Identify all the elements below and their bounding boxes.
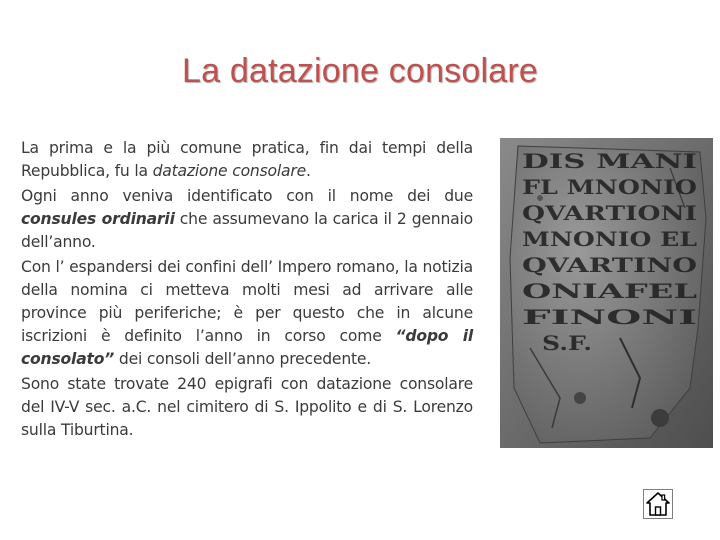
home-icon (643, 489, 673, 519)
body-text (21, 137, 473, 444)
inscription-line: MNONIO EL (522, 227, 697, 251)
inscription-line: FL MNONIO (522, 175, 697, 199)
paragraph-4: Sono state trovate 240 epigrafi con datazione consolare del IV-V sec. a.C. nel cimitero di S. Ippolito e di S. Lorenzo sulla Tiburtina. (21, 375, 473, 439)
paragraph-2: Ogni anno veniva identificato con il nome dei due consules ordinarii che assumevano la carica il 2 gennaio dell’anno. (21, 187, 473, 251)
inscription-line: DIS MANI (522, 149, 697, 173)
slide-title: La datazione consolare (182, 52, 538, 90)
inscription-stone-image (500, 138, 713, 448)
paragraph-3: Con l’ espandersi dei confini dell’ Impero romano, la notizia della nomina ci metteva molti mesi ad arrivare alle province più periferiche; è per questo che in alcune iscrizioni è definito l’anno in corso come “dopo il consolato” dei consoli dell’anno precedente. (21, 258, 473, 368)
inscription-line: S.F. (542, 331, 592, 355)
inscription-line: FINONI (522, 305, 697, 329)
home-button[interactable] (643, 489, 673, 519)
paragraph-1: La prima e la più comune pratica, fin dai tempi della Repubblica, fu la datazione consolare. (21, 139, 473, 180)
inscription-line: QVARTINO (522, 253, 697, 277)
inscription-photo (500, 138, 713, 448)
inscription-line: ONIAFEL (522, 279, 697, 303)
inscription-line: QVARTIONI (522, 201, 697, 225)
